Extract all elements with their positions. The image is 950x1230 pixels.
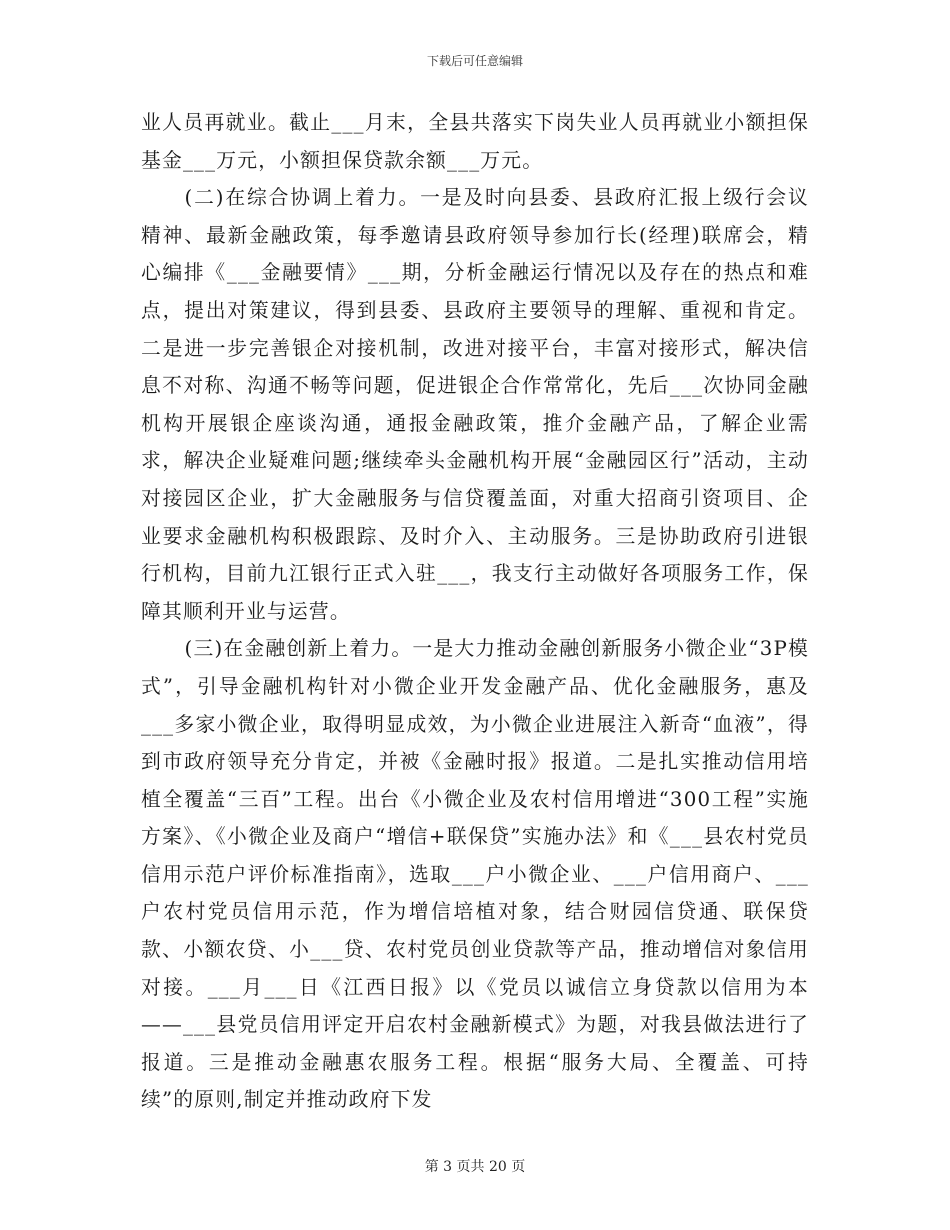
paragraph-innovation: (三)在金融创新上着力。一是大力推动金融创新服务小微企业“3P模式”，引导金融机构针对小微企业开发金融产品、优化金融服务，惠及___多家小微企业，取得明显成效，为小微企业进展注入新奇“血液”，得到市政府领导充分肯定，并被《金融时报》报道。二是扎实推动信用培植全覆盖“三百”工程。出台《小微企业及农村信用增进“300工程”实施方案》、《小微企业及商户“增信+联保贷”实施办法》和《___县农村党员信用示范户评价标准指南》，选取___户小微企业、___户信用商户、___户农村党员信用示范，作为增信培植对象，结合财园信贷通、联保贷款、小额农贷、小___贷、农村党员创业贷款等产品，推动增信对象信用对接。___月___日《江西日报》以《党员以诚信立身贷款以信用为本——___县党员信用评定开启农村金融新模式》为题，对我县做法进行了报道。三是推动金融惠农服务工程。根据“服务大局、全覆盖、可持续”的原则,制定并推动政府下发 — [141, 637, 809, 1112]
paragraph-coordination: (二)在综合协调上着力。一是及时向县委、县政府汇报上级行会议精神、最新金融政策，每季邀请县政府领导参加行长(经理)联席会，精心编排《___金融要情》___期，分析金融运行情况以及存在的热点和难点，提出对策建议，得到县委、县政府主要领导的理解、重视和肯定。二是进一步完善银企对接机制，改进对接平台，丰富对接形式，解决信息不对称、沟通不畅等问题，促进银企合作常常化，先后___次协同金融机构开展银企座谈沟通，通报金融政策，推介金融产品，了解企业需求，解决企业疑难问题;继续牵头金融机构开展“金融园区行”活动，主动对接园区企业，扩大金融服务与信贷覆盖面，对重大招商引资项目、企业要求金融机构积极跟踪、及时介入、主动服务。三是协助政府引进银行机构，目前九江银行正式入驻___，我支行主动做好各项服务工作，保障其顺利开业与运营。 — [141, 186, 809, 623]
page-header: 下载后可任意编辑 — [426, 54, 523, 68]
document-body — [141, 104, 809, 1119]
page-number: 第 3 页共 20 页 — [424, 1159, 526, 1175]
paragraph-continued: 业人员再就业。截止___月末，全县共落实下岗失业人员再就业小额担保基金___万元，小额担保贷款余额___万元。 — [141, 111, 809, 172]
